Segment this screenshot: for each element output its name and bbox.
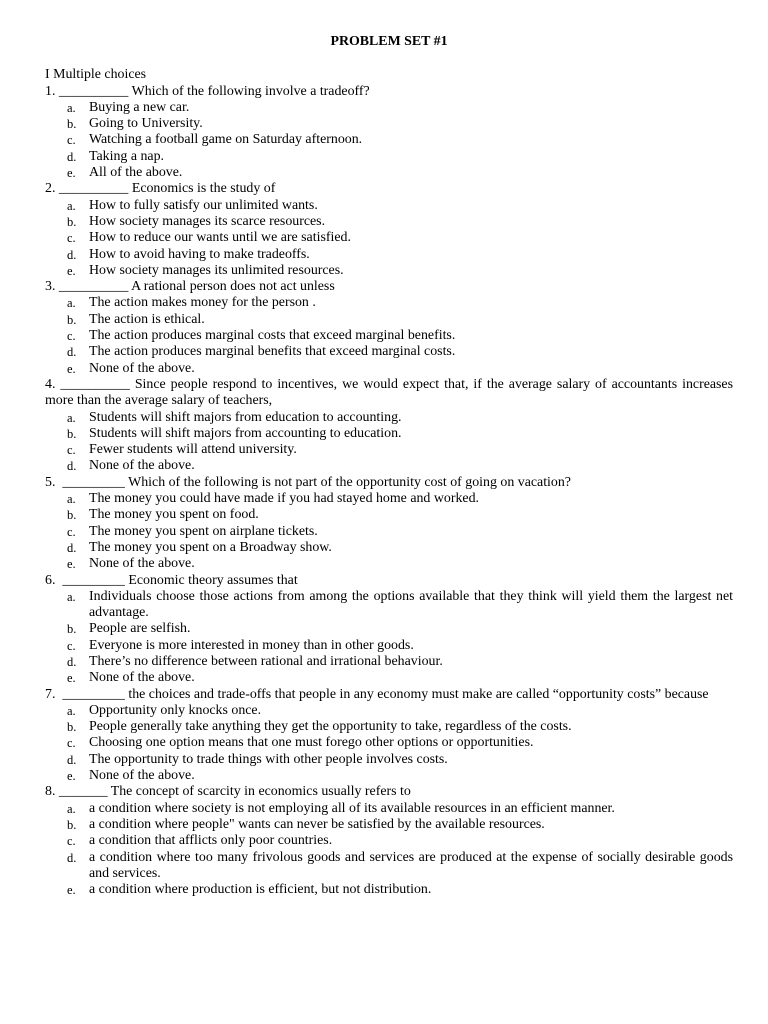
option-item — [45, 263, 733, 279]
option-item — [45, 458, 733, 474]
option-letter: c. — [67, 638, 76, 653]
question-text: A rational person does not act unless — [131, 279, 335, 295]
option-letter: d. — [67, 459, 77, 474]
option-text: How to avoid having to make tradeoffs. — [89, 246, 310, 262]
question-2 — [45, 181, 733, 279]
option-letter: d. — [67, 654, 77, 669]
option-item — [45, 165, 733, 181]
question-number: 6. — [45, 572, 56, 588]
option-letter: a. — [67, 198, 76, 213]
option-item — [45, 295, 733, 311]
answer-blank: __________ — [55, 181, 132, 197]
question-stem — [45, 279, 733, 295]
option-letter: d. — [67, 345, 77, 360]
option-text: Fewer students will attend university. — [89, 442, 297, 458]
option-letter: e. — [67, 361, 76, 376]
question-number: 2. — [45, 181, 56, 197]
option-text: Everyone is more interested in money than in other goods. — [89, 637, 414, 653]
option-item — [45, 230, 733, 246]
option-letter: d. — [67, 149, 77, 164]
option-item — [45, 638, 733, 654]
option-text: a condition where too many frivolous goods and services are produced at the expense of socially desirable goods and services. — [89, 849, 733, 881]
option-item — [45, 752, 733, 768]
question-number: 8. — [45, 784, 56, 800]
option-text: Opportunity only knocks once. — [89, 702, 262, 718]
question-stem — [45, 181, 733, 197]
option-letter: a. — [67, 296, 76, 311]
question-3 — [45, 279, 733, 377]
answer-blank: _________ — [55, 474, 129, 490]
option-list — [45, 589, 733, 687]
option-item — [45, 589, 733, 622]
option-item — [45, 833, 733, 849]
option-letter: d. — [67, 540, 77, 555]
option-item — [45, 507, 733, 523]
option-list — [45, 100, 733, 181]
option-text: All of the above. — [89, 165, 183, 181]
option-letter: a. — [67, 100, 76, 115]
option-text: Students will shift majors from accounting to education. — [89, 425, 402, 441]
option-item — [45, 426, 733, 442]
option-item — [45, 198, 733, 214]
option-letter: c. — [67, 329, 76, 344]
question-number: 4. — [45, 376, 56, 392]
option-list — [45, 703, 733, 784]
option-text: Going to University. — [89, 116, 203, 132]
option-letter: a. — [67, 589, 76, 604]
question-stem — [45, 377, 733, 410]
option-text: Choosing one option means that one must forego other options or opportunities. — [89, 735, 534, 751]
option-text: The money you spent on food. — [89, 507, 259, 523]
question-5 — [45, 475, 733, 573]
question-list — [45, 84, 733, 899]
option-item — [45, 442, 733, 458]
question-number: 5. — [45, 474, 56, 490]
option-item — [45, 116, 733, 132]
option-letter: b. — [67, 720, 77, 735]
question-stem — [45, 784, 733, 800]
option-letter: b. — [67, 214, 77, 229]
option-text: There’s no difference between rational and irrational behaviour. — [89, 653, 443, 669]
option-text: Buying a new car. — [89, 99, 190, 115]
option-letter: c. — [67, 524, 76, 539]
answer-blank: __________ — [55, 376, 135, 392]
option-letter: b. — [67, 817, 77, 832]
option-text: None of the above. — [89, 360, 195, 376]
option-text: The money you could have made if you had stayed home and worked. — [89, 491, 479, 507]
option-text: People are selfish. — [89, 621, 191, 637]
option-letter: d. — [67, 850, 77, 865]
option-text: Taking a nap. — [89, 148, 165, 164]
option-letter: a. — [67, 801, 76, 816]
option-item — [45, 670, 733, 686]
option-item — [45, 247, 733, 263]
option-item — [45, 735, 733, 751]
question-4 — [45, 377, 733, 475]
option-text: How to reduce our wants until we are satisfied. — [89, 230, 351, 246]
option-letter: d. — [67, 247, 77, 262]
option-item — [45, 801, 733, 817]
option-item — [45, 556, 733, 572]
option-letter: b. — [67, 426, 77, 441]
option-text: The action produces marginal costs that exceed marginal benefits. — [89, 328, 456, 344]
option-letter: e. — [67, 263, 76, 278]
option-text: a condition where production is efficient, but not distribution. — [89, 882, 432, 898]
option-text: How society manages its scarce resources. — [89, 213, 326, 229]
option-letter: c. — [67, 133, 76, 148]
option-item — [45, 768, 733, 784]
option-text: The action is ethical. — [89, 311, 205, 327]
option-letter: b. — [67, 508, 77, 523]
question-number: 1. — [45, 83, 56, 99]
answer-blank: _________ — [55, 686, 129, 702]
option-letter: e. — [67, 557, 76, 572]
page-title: PROBLEM SET #1 — [330, 34, 448, 49]
option-text: The money you spent on airplane tickets. — [89, 523, 318, 539]
option-item — [45, 719, 733, 735]
option-letter: d. — [67, 752, 77, 767]
option-letter: a. — [67, 492, 76, 507]
option-text: Students will shift majors from education to accounting. — [89, 409, 402, 425]
option-list — [45, 410, 733, 475]
option-letter: c. — [67, 443, 76, 458]
answer-blank: _________ — [55, 572, 129, 588]
question-text: the choices and trade-offs that people in any economy must make are called “opportunity costs” because — [128, 686, 709, 702]
option-item — [45, 524, 733, 540]
question-7 — [45, 687, 733, 785]
question-number: 3. — [45, 279, 56, 295]
option-item — [45, 410, 733, 426]
option-list — [45, 801, 733, 899]
option-list — [45, 198, 733, 279]
option-text: None of the above. — [89, 556, 195, 572]
option-text: The opportunity to trade things with other people involves costs. — [89, 751, 448, 767]
question-6 — [45, 573, 733, 687]
option-letter: c. — [67, 834, 76, 849]
answer-blank: _______ — [55, 784, 111, 800]
question-number: 7. — [45, 686, 56, 702]
option-item — [45, 491, 733, 507]
option-letter: e. — [67, 883, 76, 898]
question-text: Since people respond to incentives, we would expect that, if the average salary of accountants increases more than the average salary of teachers, — [45, 376, 734, 409]
option-letter: c. — [67, 231, 76, 246]
option-item — [45, 817, 733, 833]
option-item — [45, 882, 733, 898]
question-text: Economics is the study of — [131, 181, 276, 197]
option-item — [45, 149, 733, 165]
option-item — [45, 361, 733, 377]
option-letter: e. — [67, 671, 76, 686]
option-letter: e. — [67, 769, 76, 784]
option-letter: b. — [67, 622, 77, 637]
option-text: a condition where society is not employing all of its available resources in an efficient manner. — [89, 800, 615, 816]
question-stem — [45, 475, 733, 491]
question-text: Which of the following is not part of the opportunity cost of going on vacation? — [128, 474, 571, 490]
option-item — [45, 100, 733, 116]
question-stem — [45, 573, 733, 589]
option-letter: a. — [67, 410, 76, 425]
question-1 — [45, 84, 733, 182]
answer-blank: __________ — [55, 83, 132, 99]
option-text: The action produces marginal benefits that exceed marginal costs. — [89, 344, 456, 360]
section-heading: I Multiple choices — [45, 67, 147, 83]
option-letter: b. — [67, 117, 77, 132]
question-text: Economic theory assumes that — [128, 572, 298, 588]
option-item — [45, 312, 733, 328]
option-item — [45, 214, 733, 230]
option-list — [45, 295, 733, 376]
question-stem — [45, 687, 733, 703]
option-text: How society manages its unlimited resources. — [89, 262, 344, 278]
option-text: None of the above. — [89, 670, 195, 686]
option-item — [45, 344, 733, 360]
option-text: The money you spent on a Broadway show. — [89, 539, 332, 555]
question-stem — [45, 84, 733, 100]
option-item — [45, 540, 733, 556]
option-text: How to fully satisfy our unlimited wants. — [89, 197, 318, 213]
option-item — [45, 850, 733, 883]
option-letter: e. — [67, 166, 76, 181]
question-text: Which of the following involve a tradeoff? — [131, 83, 370, 99]
option-text: People generally take anything they get the opportunity to take, regardless of the costs. — [89, 719, 572, 735]
option-item — [45, 654, 733, 670]
option-text: Watching a football game on Saturday afternoon. — [89, 132, 363, 148]
problem-set-page — [45, 34, 733, 898]
option-item — [45, 703, 733, 719]
option-item — [45, 621, 733, 637]
question-8 — [45, 784, 733, 898]
option-letter: c. — [67, 736, 76, 751]
option-letter: a. — [67, 703, 76, 718]
option-item — [45, 328, 733, 344]
question-text: The concept of scarcity in economics usually refers to — [110, 784, 411, 800]
option-text: None of the above. — [89, 768, 195, 784]
option-text: None of the above. — [89, 458, 195, 474]
option-text: a condition that afflicts only poor countries. — [89, 833, 333, 849]
answer-blank: __________ — [55, 279, 132, 295]
option-text: Individuals choose those actions from among the options available that they think will yield them the largest net advantage. — [89, 588, 733, 621]
option-list — [45, 491, 733, 572]
option-item — [45, 132, 733, 148]
option-letter: b. — [67, 312, 77, 327]
option-text: a condition where people" wants can never be satisfied by the available resources. — [89, 816, 545, 832]
option-text: The action makes money for the person . — [89, 295, 316, 311]
